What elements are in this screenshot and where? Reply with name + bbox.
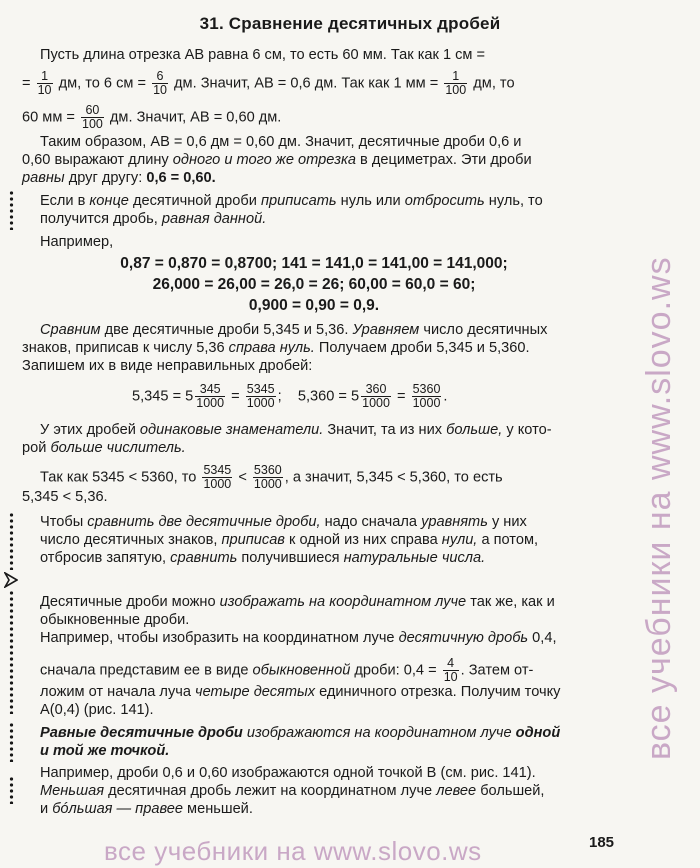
text-line: рой больше числитель. [22,440,186,456]
rule-line: Чтобы сравнить две десятичные дроби, надо сначала уравнять у них [40,514,527,530]
rule-marker [9,722,14,762]
fraction: $\frac{360}{1000}$ [362,382,390,410]
rule-line: отбросив запятую, сравнить получившиеся натуральные числа. [40,550,486,566]
text-line: Меньшая десятичная дробь лежит на координатном луче левее большей, [40,783,545,799]
text-line: и бóльшая — правее меньшей. [40,801,253,817]
text-line: равны друг другу: 0,6 = 0,60. [22,170,216,186]
fraction: $\frac{6}{10}$ [153,69,167,97]
rule-line: Равные десятичные дроби изображаются на координатном луче одной [40,725,561,741]
text-line [40,133,640,151]
side-watermark: все учебники на www.slovo.ws [640,256,678,760]
text-line [40,46,640,64]
fraction: $\frac{345}{1000}$ [196,382,225,410]
rule-line: и той же точкой. [40,743,170,759]
rule-marker [9,590,14,714]
text-line: Десятичные дроби можно изображать на координатном луче так же, как и [40,594,555,610]
text-line [22,104,622,131]
fraction: $\frac{5345}{1000}$ [246,382,275,410]
text-line: знаков, приписав к числу 5,36 справа нуль. Получаем дроби 5,345 и 5,360. [22,340,530,356]
rule-line: Если в конце десятичной дроби приписать нуль или отбросить нуль, то [40,193,543,209]
text: дм, то [473,75,515,92]
text-line: сначала представим ее в виде обыкновенной дроби: 0,4 = $\frac{4}{10}$ . Затем от- [40,656,534,684]
pointer-arrow-icon [4,572,18,588]
text-line: A(0,4) (рис. 141). [40,702,154,718]
text: дм. Значит, AB = 0,6 дм. Так как 1 мм = [174,75,439,92]
fraction: $\frac{5360}{1000}$ [412,382,441,410]
text: Пусть длина отрезка AB равна 6 см, то есть 60 мм. Так как 1 см = [40,47,486,63]
fraction: $\frac{60}{100}$ [82,103,103,131]
text: дм. Значит, AB = 0,60 дм. [109,109,282,126]
page-number: 185 [589,834,615,851]
text-line: ложим от начала луча четыре десятых единичного отрезка. Получим точку [40,684,561,700]
text-line: Например, чтобы изобразить на координатном луче десятичную дробь 0,4, [40,630,557,646]
text: дм, то 6 см = [58,75,146,92]
text-line: Так как 5345 < 5360, то $\frac{5345}{1000}$ < $\frac{5360}{1000}$ , а значит, 5,345 < 5,360, то есть [40,463,503,491]
rule-line: число десятичных знаков, приписав к одной из них справа нули, а потом, [40,532,539,548]
text-line: Сравним две десятичные дроби 5,345 и 5,36. Уравняем число десятичных [40,322,548,338]
text-line: Например, дроби 0,6 и 0,60 изображаются одной точкой B (см. рис. 141). [40,765,536,781]
rule-marker [9,190,14,230]
text-line [22,70,622,97]
fraction: $\frac{1}{100}$ [445,69,467,97]
text: Таким образом, AB = 0,6 дм = 0,60 дм. Значит, десятичные дроби 0,6 и [40,134,522,150]
text-line: 5,345 < 5,36. [22,489,108,505]
fraction: $\frac{4}{10}$ [443,656,458,684]
text-line: Запишем их в виде неправильных дробей: [22,358,313,374]
text-line: обыкновенные дроби. [40,612,190,628]
text: 60 мм = [22,109,75,126]
fraction: $\frac{1}{10}$ [37,69,52,97]
equation-line: 26,000 = 26,00 = 26,0 = 26; 60,00 = 60,0 = 60; [152,276,476,293]
fraction: $\frac{5360}{1000}$ [253,463,282,491]
text-line: 0,60 выражают длину одного и того же отрезка в дециметрах. Эти дроби [22,152,532,168]
text: = [22,75,31,92]
mixed-fraction-line: 5,345 = 5 $\frac{345}{1000}$ = $\frac{5345}{1000}$ ; 5,360 = 5 $\frac{360}{1000}$ = $\frac{5360}{1000}$ . [132,382,448,410]
rule-marker [9,512,14,570]
text-line: У этих дробей одинаковые знаменатели. Значит, та из них больше, у кото- [40,422,552,438]
rule-line: получится дробь, равная данной. [40,211,267,227]
equation-line: 0,87 = 0,870 = 0,8700; 141 = 141,0 = 141,00 = 141,000; [120,255,508,272]
bottom-watermark: все учебники на www.slovo.ws [104,836,482,866]
section-title: 31. Сравнение десятичных дробей [199,14,501,33]
rule-marker [9,776,14,804]
equation-line: 0,900 = 0,90 = 0,9. [248,297,380,314]
example-label: Например, [40,234,114,250]
fraction: $\frac{5345}{1000}$ [203,463,232,491]
